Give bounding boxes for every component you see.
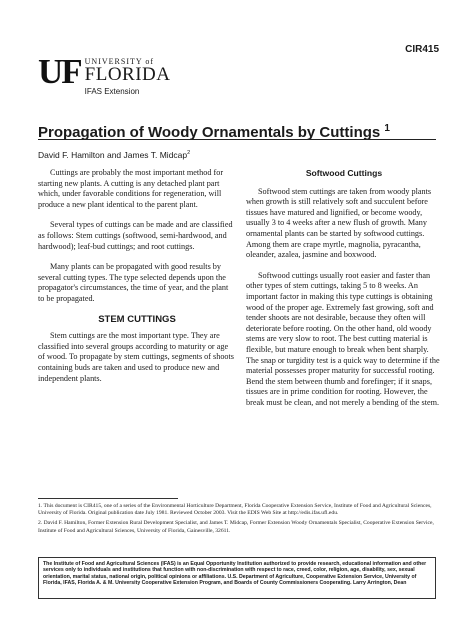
authors-line [38, 150, 258, 160]
paragraph: Cuttings are probably the most important method for starting new plants. A cutting is any detached plant part which, under favorable conditions for regeneration, will produce a new plant identical to the parent plant. [38, 168, 224, 209]
uf-ifas-logo [38, 52, 171, 98]
paragraph: Several types of cuttings can be made and are classified as follows: Stem cuttings (softwood, semi-hardwood, and hardwood); leaf-bud cuttings; and root cuttings. [38, 220, 233, 251]
logo-florida: FLORIDA [84, 64, 171, 85]
uf-logo-mark: UF [38, 52, 81, 91]
paragraph: Stem cuttings are the most important type. They are classified into several groups according to maturity or age of wood. To propagate by stem cuttings, segments of shoots containing buds are taken and used to produce new and independent plants. [38, 331, 234, 383]
section-heading-softwood-cuttings: Softwood Cuttings [305, 168, 383, 178]
paragraph: Softwood cuttings usually root easier and faster than other types of stem cuttings, taking 5 to 8 weeks. An important factor in making this type cuttings is obtaining wood of the proper age. Extremely fast growing, soft and tender shoots are not desirable, because they often will deteriorate before rooting. On the other hand, old woody stems are very slow to root. The best cutting material is flexible, but mature enough to break when bent sharply. The snap or turgidity test is a quick way to determine if the material possesses proper maturity for successful rooting. Bend the stem between thumb and forefinger; if it snaps, tissues are in prime condition for rooting. However, the break must be clean, and not merely a bending of the stem. [246, 270, 440, 407]
authors-text: David F. Hamilton and James T. Midcap [38, 150, 188, 160]
section-heading-stem-cuttings: STEM CUTTINGS [98, 313, 176, 325]
title-text: Propagation of Woody Ornamentals by Cuttings [38, 124, 381, 141]
paragraph: Softwood stem cuttings are taken from woody plants when growth is still relatively soft and succulent before tissues have matured and lignified, or become woody, usually 3 to 4 weeks after a new flush of growth. Many ornamental plants can be started by softwood cuttings. Among them are crape myrtle, magnolia, pyracantha, oleander, azalea, jasmine and boxwood. [246, 186, 432, 260]
footnote-divider [38, 498, 178, 499]
footnotes [38, 503, 442, 538]
logo-ifas-extension: IFAS Extension [84, 87, 140, 96]
equal-opportunity-disclaimer: The Institute of Food and Agricultural Sciences (IFAS) is an Equal Opportunity Institution authorized to provide research, educational information and other services only to individuals and institutions that function with non-discrimination with respect to race, creed, color, religion, age, disability, sex, sexual orientation, marital status, national origin, political opinions or affiliations. U.S. Department of Agriculture, Cooperative Extension Service, University of Florida, IFAS, Florida A. & M. University Cooperative Extension Program, and Boards of County Commissioners Cooperating. Larry Arrington, Dean [38, 557, 436, 599]
title-divider [38, 139, 436, 140]
document-code: CIR415 [405, 44, 439, 55]
title-footnote-marker: 1 [384, 123, 390, 134]
logo-wordmark [85, 57, 171, 98]
right-column [246, 168, 442, 418]
footnote-2: 2. David F. Hamilton, Former Extension Rural Development Specialist, and James T. Midcap, Former Extension Woody Ornamentals Specialist, Cooperative Extension Service, Institute of Food and Agricultural Sciences, University of Florida, Gainesville, 32611. [38, 520, 434, 534]
left-column [38, 168, 236, 394]
footnote-1: 1. This document is CIR415, one of a series of the Environmental Horticulture Department, Florida Cooperative Extension Service, Institute of Food and Agricultural Sciences, University of Florida. Original publication date July 1981. Reviewed October 2003. Visit the EDIS Web Site at http://edis.ifas.ufl.edu. [38, 503, 432, 517]
logo-university-of: UNIVERSITY of [84, 57, 155, 66]
paragraph: Many plants can be propagated with good results by several cutting types. The type selected depends upon the propagator's circumstances, the time of year, and the plant to be propagated. [38, 262, 229, 303]
authors-footnote-marker: 2 [187, 150, 191, 157]
